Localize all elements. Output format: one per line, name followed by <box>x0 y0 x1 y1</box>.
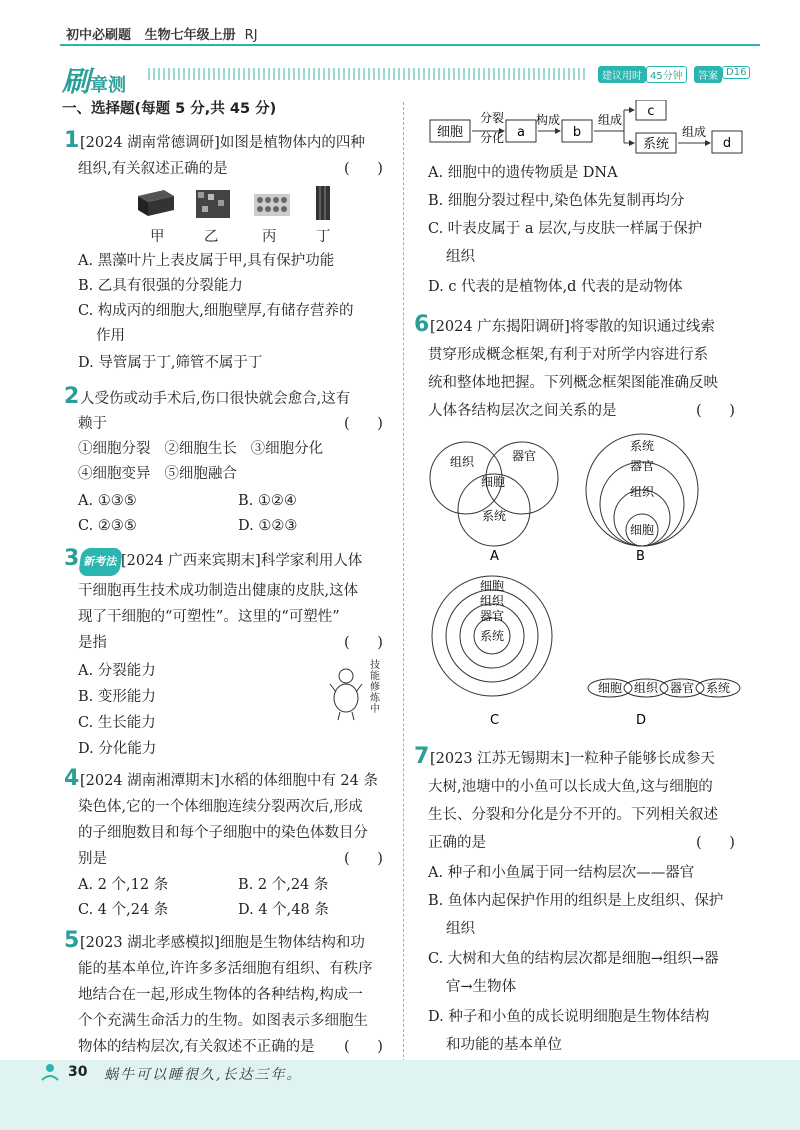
answer-paren: ( ) <box>344 161 383 177</box>
decorative-stripe <box>148 68 588 80</box>
fig-label-bing: 丙 <box>262 229 277 245</box>
q5-stem-line1: [2023 湖北孝感模拟]细胞是生物体结构和功 <box>80 935 365 951</box>
book-title: 初中必刷题 <box>66 28 132 43</box>
chain-tissue-label: 组织 <box>634 681 659 695</box>
q3-stem-line3: 现了干细胞的“可塑性”。这里的“可塑性” <box>78 609 340 625</box>
differentiate-label: 分化 <box>479 131 505 145</box>
fig-label-jia: 甲 <box>150 229 165 245</box>
nested-b-tissue-label: 组织 <box>630 485 655 499</box>
diagram-a-label: A <box>490 549 499 564</box>
q6-stem-line3: 统和整体地把握。下列概念框架图能准确反映 <box>428 375 718 391</box>
q5-stem-line2: 能的基本单位,许许多多活细胞有组织、有秩序 <box>78 961 373 977</box>
answer-paren: ( ) <box>696 835 735 851</box>
tissue-ding-image <box>316 186 330 220</box>
question-number: 3 <box>64 546 80 571</box>
nested-b-cell-label: 细胞 <box>630 523 655 537</box>
q5-stem-line4: 个个充满生命活力的生物。如图表示多细胞生 <box>78 1013 368 1029</box>
venn-system-label: 系统 <box>482 509 507 523</box>
chain-cell-label: 细胞 <box>598 681 623 695</box>
nested-b-organ-label: 器官 <box>630 459 655 473</box>
question-number: 4 <box>64 766 80 791</box>
footer-book-icon <box>40 1062 60 1082</box>
answer-paren: ( ) <box>696 403 735 419</box>
brand-small: 章测 <box>90 75 127 96</box>
concentric-cell-label: 细胞 <box>480 579 505 593</box>
q2-stem-line2: 赖于 <box>78 416 107 432</box>
answer-paren: ( ) <box>344 851 383 867</box>
chain-system-label: 系统 <box>706 681 731 695</box>
q4-stem-line1: [2024 湖南湘潭期末]水稻的体细胞中有 24 条 <box>80 773 378 789</box>
q4-stem-line4: 别是 <box>78 851 107 867</box>
q1-stem-line1: [2024 湖南常德调研]如图是植物体内的四种 <box>80 135 365 151</box>
tissue-figure <box>134 186 354 220</box>
q3-option-d[interactable]: D. 分化能力 <box>78 741 157 757</box>
q3-stem-line2: 干细胞再生技术成功制造出健康的皮肤,这体 <box>78 583 359 599</box>
mascot-caption: 技能修炼中 <box>370 660 380 715</box>
q5-option-b[interactable]: B. 细胞分裂过程中,染色体先复制再均分 <box>428 193 685 209</box>
b-box-label: b <box>572 125 582 140</box>
q7-stem-line2: 大树,池塘中的小鱼可以长成大鱼,这与细胞的 <box>428 779 713 795</box>
q4-option-d[interactable]: D. 4 个,48 条 <box>238 902 329 918</box>
question-number: 2 <box>64 384 80 409</box>
q5-option-a[interactable]: A. 细胞中的遗传物质是 DNA <box>428 165 618 181</box>
q7-stem-line3: 生长、分裂和分化是分不开的。下列相关叙述 <box>428 807 718 823</box>
diagram-b-nested <box>586 434 698 546</box>
q2-option-b[interactable]: B. ①②④ <box>238 493 297 509</box>
q6-stem-line4: 人体各结构层次之间关系的是 <box>428 403 617 419</box>
q1-option-b[interactable]: B. 乙具有很强的分裂能力 <box>78 278 243 294</box>
venn-cell-label: 细胞 <box>481 475 506 489</box>
q7-option-b-cont: 组织 <box>446 921 475 937</box>
fig-label-ding: 丁 <box>316 229 331 245</box>
q7-option-d-cont: 和功能的基本单位 <box>446 1037 562 1053</box>
tissue-yi-image <box>196 190 230 218</box>
q2-items-row1: ①细胞分裂 ②细胞生长 ③细胞分化 <box>78 441 324 457</box>
q2-option-a[interactable]: A. ①③⑤ <box>78 493 137 509</box>
answer-label: 答案 <box>694 66 722 83</box>
q1-stem-line2: 组织,有关叙述正确的是 <box>78 161 228 177</box>
nested-b-system-label: 系统 <box>630 439 655 453</box>
q7-option-b[interactable]: B. 鱼体内起保护作用的组织是上皮组织、保护 <box>428 893 724 909</box>
diagram-b-label: B <box>636 549 645 564</box>
q3-stem-line1: [2024 广西来宾期末]科学家利用人体 <box>121 553 363 569</box>
diagram-a-venn <box>430 442 558 546</box>
q5-option-c-cont: 组织 <box>446 249 475 265</box>
q5-stem-line5: 物体的结构层次,有关叙述不正确的是 <box>78 1039 315 1055</box>
new-exam-tag: 新考法 <box>78 548 123 576</box>
q7-stem-line4: 正确的是 <box>428 835 486 851</box>
c-box-label: c <box>647 104 655 119</box>
question-number: 7 <box>414 744 430 769</box>
system-box-label: 系统 <box>642 137 670 152</box>
diagram-d-chain <box>588 679 740 697</box>
q4-stem-line3: 的子细胞数目和每个子细胞中的染色体数目分 <box>78 825 368 841</box>
question-number: 6 <box>414 312 430 337</box>
concentric-tissue-label: 组织 <box>480 594 505 608</box>
d-box-label: d <box>722 136 732 151</box>
q2-option-c[interactable]: C. ②③⑤ <box>78 518 137 534</box>
answer-paren: ( ) <box>344 416 383 432</box>
header-rule <box>60 44 760 46</box>
tissue-bing-image <box>254 194 290 216</box>
time-label: 建议用时 <box>598 66 646 83</box>
q4-option-a[interactable]: A. 2 个,12 条 <box>78 877 169 893</box>
answer-paren: ( ) <box>344 635 383 651</box>
venn-organ-label: 器官 <box>512 449 537 463</box>
form-label: 构成 <box>535 113 561 127</box>
q1-option-c[interactable]: C. 构成丙的细胞大,细胞壁厚,有储存营养的 <box>78 303 354 319</box>
page-number: 30 <box>68 1064 88 1080</box>
diagram-c-label: C <box>490 713 500 728</box>
subject-title: 生物七年级上册 <box>144 28 236 43</box>
brand-big: 刷 <box>62 65 91 98</box>
question-number: 1 <box>64 128 80 153</box>
q5-option-d[interactable]: D. c 代表的是植物体,d 代表的是动物体 <box>428 279 683 295</box>
fig-label-yi: 乙 <box>204 229 219 245</box>
footer-motto: 蜗牛可以睡很久,长达三年。 <box>104 1067 303 1083</box>
chain-organ-label: 器官 <box>670 681 695 695</box>
diagram-c-concentric <box>432 576 552 696</box>
q4-option-b[interactable]: B. 2 个,24 条 <box>238 877 329 893</box>
q7-option-a[interactable]: A. 种子和小鱼属于同一结构层次——器官 <box>428 865 695 881</box>
q3-option-c[interactable]: C. 生长能力 <box>78 715 156 731</box>
q2-option-d[interactable]: D. ①②③ <box>238 518 298 534</box>
chapter-test-brand <box>62 60 126 100</box>
diagram-d-label: D <box>636 713 647 728</box>
q6-stem-line2: 贯穿形成概念框架,有利于对所学内容进行系 <box>428 347 709 363</box>
q3-option-a[interactable]: A. 分裂能力 <box>78 663 156 679</box>
book-header <box>66 24 258 43</box>
q1-option-a[interactable]: A. 黑藻叶片上表皮属于甲,具有保护功能 <box>78 253 335 269</box>
tissue-images <box>134 186 354 220</box>
q4-option-c[interactable]: C. 4 个,24 条 <box>78 902 169 918</box>
q7-stem-line1: [2023 江苏无锡期末]一粒种子能够长成参天 <box>430 751 715 767</box>
q6-stem-line1: [2024 广东揭阳调研]将零散的知识通过线索 <box>430 319 715 335</box>
question-number: 5 <box>64 928 80 953</box>
q6-concept-diagrams <box>424 430 754 730</box>
compose-label: 组成 <box>597 113 623 127</box>
q1-option-d[interactable]: D. 导管属于丁,筛管不属于丁 <box>78 355 263 371</box>
q3-stem-line4: 是指 <box>78 635 107 651</box>
mascot-chicken-icon <box>328 662 368 722</box>
q2-items-row2: ④细胞变异 ⑤细胞融合 <box>78 466 237 482</box>
venn-tissue-label: 组织 <box>450 455 475 469</box>
tissue-jia-image <box>138 190 174 216</box>
q2-stem-line1: 人受伤或动手术后,伤口很快就会愈合,这有 <box>80 391 351 407</box>
q3-option-b[interactable]: B. 变形能力 <box>78 689 156 705</box>
q5-stem-line3: 地结合在一起,形成生物体的各种结构,构成一 <box>78 987 363 1003</box>
column-divider <box>403 102 404 1062</box>
cell-box-label: 细胞 <box>436 125 464 140</box>
q7-option-c[interactable]: C. 大树和大鱼的结构层次都是细胞→组织→器 <box>428 951 719 967</box>
q1-option-c-cont: 作用 <box>96 328 125 344</box>
answer-paren: ( ) <box>344 1039 383 1055</box>
edition-label: RJ <box>244 28 258 43</box>
q7-option-d[interactable]: D. 种子和小鱼的成长说明细胞是生物体结构 <box>428 1009 710 1025</box>
divide-label: 分裂 <box>479 111 505 125</box>
q7-option-c-cont: 官→生物体 <box>446 979 517 995</box>
compose-label-2: 组成 <box>681 125 707 139</box>
q5-option-c[interactable]: C. 叶表皮属于 a 层次,与皮肤一样属于保护 <box>428 221 703 237</box>
section-heading: 一、选择题(每题 5 分,共 45 分) <box>62 101 277 117</box>
time-value: 45分钟 <box>646 66 687 83</box>
q5-hierarchy-diagram <box>428 100 758 160</box>
concentric-system-label: 系统 <box>480 629 505 643</box>
q4-stem-line2: 染色体,它的一个体细胞连续分裂两次后,形成 <box>78 799 363 815</box>
a-box-label: a <box>517 125 525 140</box>
answer-value: D16 <box>722 66 750 79</box>
concentric-organ-label: 器官 <box>480 609 505 623</box>
